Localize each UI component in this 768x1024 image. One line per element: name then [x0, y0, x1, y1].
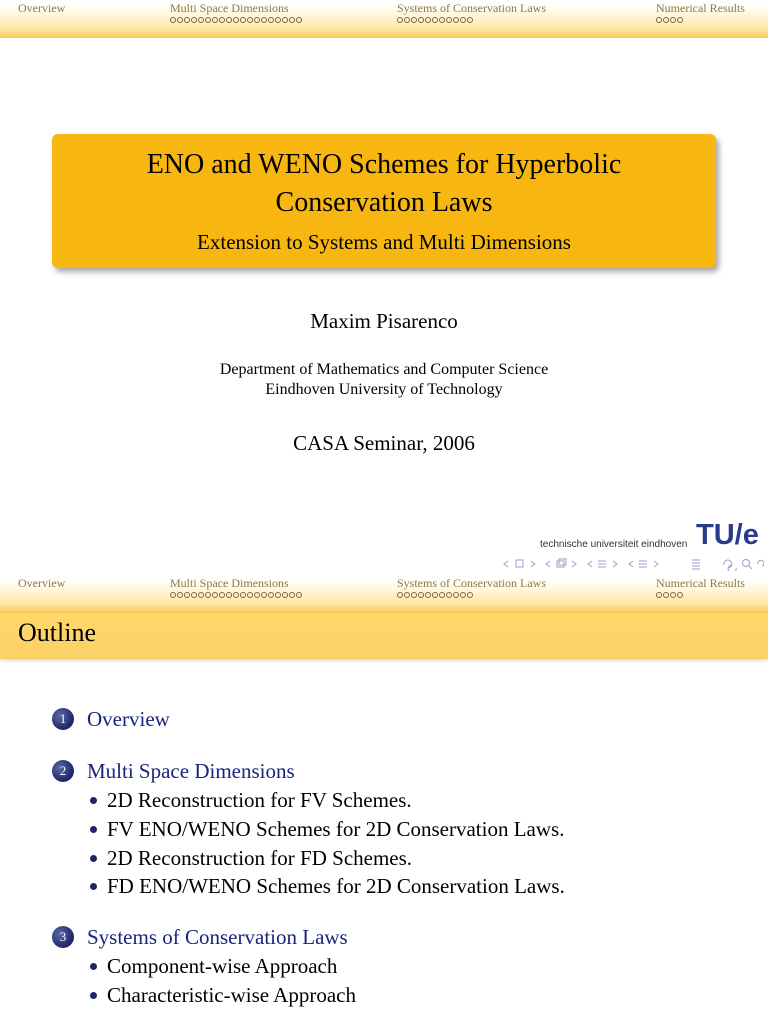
nav-progress-dot[interactable] [404, 17, 410, 23]
toc-number-badge: 2 [52, 760, 74, 782]
prev-section-icon [629, 561, 633, 567]
nav-progress-dot[interactable] [656, 17, 662, 23]
toc-subsection-title: Characteristic-wise Approach [107, 983, 356, 1007]
nav-progress-dot[interactable] [275, 17, 281, 23]
nav-progress-dot[interactable] [446, 592, 452, 598]
toc-subsection[interactable] [90, 983, 356, 1008]
frame-title-bar [0, 613, 768, 659]
prev-frame-icon [546, 561, 550, 567]
nav-dots-numerical[interactable] [656, 592, 684, 598]
nav-section-overview[interactable]: Overview [18, 576, 66, 590]
nav-progress-dot[interactable] [261, 592, 267, 598]
nav-progress-dot[interactable] [191, 17, 197, 23]
nav-dots-systems[interactable] [397, 17, 474, 23]
presentation-date: CASA Seminar, 2006 [293, 431, 475, 455]
slide-icon [516, 560, 523, 567]
nav-progress-dot[interactable] [432, 17, 438, 23]
nav-section-multi-space[interactable]: Multi Space Dimensions [170, 576, 289, 590]
nav-progress-dot[interactable] [268, 592, 274, 598]
nav-progress-dot[interactable] [212, 592, 218, 598]
nav-progress-dot[interactable] [177, 592, 183, 598]
nav-progress-dot[interactable] [254, 592, 260, 598]
toc-section-overview[interactable] [52, 707, 170, 732]
nav-progress-dot[interactable] [677, 17, 683, 23]
toc-subsection[interactable] [90, 817, 564, 842]
frame-title: Outline [18, 618, 96, 647]
toc-subsection-title: FD ENO/WENO Schemes for 2D Conservation Laws. [107, 874, 565, 898]
nav-progress-dot[interactable] [233, 17, 239, 23]
nav-progress-dot[interactable] [170, 592, 176, 598]
nav-progress-dot[interactable] [205, 17, 211, 23]
author-name: Maxim Pisarenco [310, 309, 458, 333]
bullet-icon [90, 963, 97, 970]
outline-slide [0, 575, 768, 1024]
prev-subsection-icon [588, 561, 592, 567]
search-icon [743, 560, 750, 567]
nav-progress-dot[interactable] [261, 17, 267, 23]
toc-subsection-title: 2D Reconstruction for FD Schemes. [107, 846, 413, 870]
nav-progress-dot[interactable] [282, 17, 288, 23]
nav-dots-multi-space[interactable] [170, 592, 303, 598]
toc-subsection[interactable] [90, 954, 337, 979]
toc-section-multi-space[interactable] [52, 759, 295, 784]
nav-progress-dot[interactable] [677, 592, 683, 598]
nav-progress-dot[interactable] [289, 592, 295, 598]
toc-subsection[interactable] [90, 788, 412, 813]
nav-progress-dot[interactable] [404, 592, 410, 598]
nav-progress-dot[interactable] [226, 592, 232, 598]
document-icon [692, 560, 700, 569]
nav-progress-dot[interactable] [205, 592, 211, 598]
return-icon [758, 560, 764, 566]
toc-section-title: Systems of Conservation Laws [87, 925, 348, 949]
nav-progress-dot[interactable] [439, 17, 445, 23]
bullet-icon [90, 826, 97, 833]
nav-section-multi-space[interactable]: Multi Space Dimensions [170, 1, 289, 15]
bullet-icon [90, 992, 97, 999]
university-logo-text: technische universiteit eindhoven [540, 539, 688, 550]
institute-department: Department of Mathematics and Computer Science [219, 361, 549, 378]
nav-dots-numerical[interactable] [656, 17, 684, 23]
nav-progress-dot[interactable] [191, 592, 197, 598]
tue-logo: TU/e [696, 519, 759, 551]
nav-progress-dot[interactable] [418, 17, 424, 23]
nav-progress-dot[interactable] [439, 592, 445, 598]
section-navigation-bar [0, 0, 768, 38]
nav-progress-dot[interactable] [247, 17, 253, 23]
toc-subsection-title: 2D Reconstruction for FV Schemes. [107, 788, 412, 812]
next-subsection-icon [613, 561, 617, 567]
nav-progress-dot[interactable] [268, 17, 274, 23]
nav-progress-dot[interactable] [296, 592, 302, 598]
nav-progress-dot[interactable] [663, 592, 669, 598]
presentation-subtitle: Extension to Systems and Multi Dimensions [197, 230, 571, 254]
nav-section-numerical[interactable]: Numerical Results [656, 576, 745, 590]
nav-progress-dot[interactable] [397, 592, 403, 598]
next-slide-icon [531, 561, 535, 567]
nav-progress-dot[interactable] [670, 17, 676, 23]
nav-progress-dot[interactable] [460, 592, 466, 598]
nav-progress-dot[interactable] [460, 17, 466, 23]
nav-progress-dot[interactable] [219, 592, 225, 598]
nav-section-overview[interactable]: Overview [18, 1, 66, 15]
title-line-1: ENO and WENO Schemes for Hyperbolic [146, 149, 622, 180]
prev-slide-icon [504, 561, 508, 567]
section-navigation-bar [0, 575, 768, 613]
nav-progress-dot[interactable] [177, 17, 183, 23]
nav-progress-dot[interactable] [233, 592, 239, 598]
toc-number-badge: 3 [52, 926, 74, 948]
nav-progress-dot[interactable] [184, 17, 190, 23]
nav-progress-dot[interactable] [254, 17, 260, 23]
bullet-icon [90, 883, 97, 890]
next-section-icon [654, 561, 658, 567]
back-icon [724, 560, 732, 568]
frame-icon [557, 561, 564, 567]
nav-progress-dot[interactable] [219, 17, 225, 23]
nav-progress-dot[interactable] [275, 592, 281, 598]
nav-progress-dot[interactable] [397, 17, 403, 23]
nav-progress-dot[interactable] [198, 592, 204, 598]
title-block [52, 134, 716, 268]
nav-progress-dot[interactable] [411, 592, 417, 598]
nav-section-systems[interactable]: Systems of Conservation Laws [397, 1, 546, 15]
toc-subsection-title: FV ENO/WENO Schemes for 2D Conservation Laws. [107, 817, 565, 841]
toc-subsection[interactable] [90, 846, 412, 871]
presentation-title [52, 146, 716, 222]
toc-number-badge: 1 [52, 708, 74, 730]
nav-progress-dot[interactable] [670, 592, 676, 598]
nav-dots-multi-space[interactable] [170, 17, 303, 23]
nav-progress-dot[interactable] [240, 17, 246, 23]
nav-progress-dot[interactable] [282, 592, 288, 598]
nav-progress-dot[interactable] [247, 592, 253, 598]
nav-progress-dot[interactable] [453, 17, 459, 23]
bullet-icon [90, 855, 97, 862]
next-frame-icon [572, 561, 576, 567]
nav-progress-dot[interactable] [296, 17, 302, 23]
nav-progress-dot[interactable] [467, 592, 473, 598]
nav-progress-dot[interactable] [425, 17, 431, 23]
nav-progress-dot[interactable] [446, 17, 452, 23]
nav-progress-dot[interactable] [289, 17, 295, 23]
nav-progress-dot[interactable] [198, 17, 204, 23]
nav-progress-dot[interactable] [418, 592, 424, 598]
nav-progress-dot[interactable] [212, 17, 218, 23]
nav-section-systems[interactable]: Systems of Conservation Laws [397, 576, 546, 590]
toc-section-title: Multi Space Dimensions [87, 759, 295, 783]
institute [0, 360, 768, 400]
toc-subsection[interactable] [90, 874, 565, 899]
nav-progress-dot[interactable] [226, 17, 232, 23]
nav-progress-dot[interactable] [240, 592, 246, 598]
nav-progress-dot[interactable] [467, 17, 473, 23]
bullet-icon [90, 797, 97, 804]
nav-progress-dot[interactable] [411, 17, 417, 23]
nav-dots-systems[interactable] [397, 592, 474, 598]
institute-university: Eindhoven University of Technology [265, 381, 503, 398]
section-icon [639, 561, 647, 567]
nav-progress-dot[interactable] [425, 592, 431, 598]
toc-section-systems[interactable] [52, 925, 348, 950]
nav-progress-dot[interactable] [184, 592, 190, 598]
nav-section-numerical[interactable]: Numerical Results [656, 1, 745, 15]
nav-progress-dot[interactable] [170, 17, 176, 23]
subsection-icon [598, 561, 606, 567]
toc-section-title: Overview [87, 707, 170, 731]
nav-progress-dot[interactable] [453, 592, 459, 598]
title-line-2: Conservation Laws [275, 187, 493, 218]
beamer-navigation-controls [502, 557, 764, 571]
toc-subsection-title: Component-wise Approach [107, 954, 338, 978]
nav-progress-dot[interactable] [432, 592, 438, 598]
nav-progress-dot[interactable] [656, 592, 662, 598]
nav-progress-dot[interactable] [663, 17, 669, 23]
